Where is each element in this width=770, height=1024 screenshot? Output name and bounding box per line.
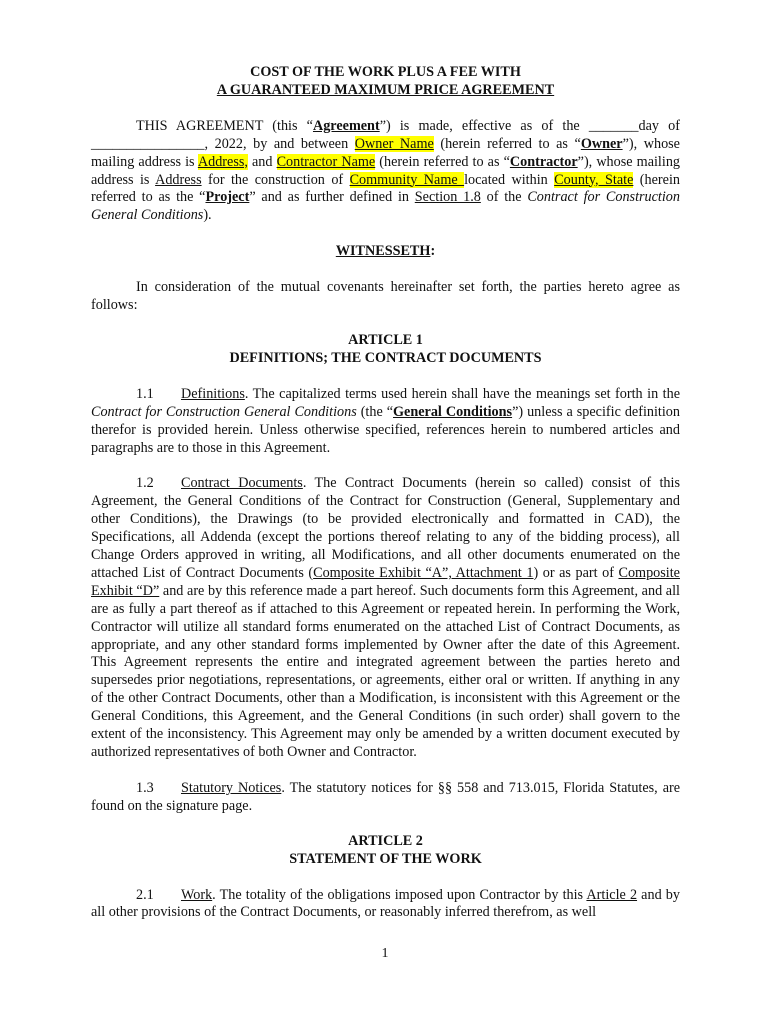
field-community-name: Community Name [349, 171, 465, 188]
field-contractor-name: Contractor Name [276, 153, 376, 170]
field-owner-address: Address, [197, 153, 248, 170]
text: (herein referred to as “ [433, 135, 581, 152]
term-general-conditions: General Conditions [393, 403, 513, 420]
text: . The capitalized terms used herein shall have the meanings set forth in the [244, 385, 680, 402]
text: and [247, 153, 277, 170]
section-number: 1.2 [136, 475, 154, 492]
text: ”), whose mailing address is [91, 153, 681, 188]
title-line-1: COST OF THE WORK PLUS A FEE WITH [250, 64, 521, 80]
text: and by all other provisions of the Contract Documents, or reasonably inferred therefrom, as well [91, 886, 680, 921]
text: ” and as further defined in [249, 189, 415, 206]
text: : [430, 243, 436, 260]
field-owner-name: Owner Name [354, 135, 434, 152]
page-number: 1 [381, 946, 389, 961]
text: (herein referred to as the “ [91, 171, 680, 206]
text: (the “ [356, 403, 394, 420]
consideration-paragraph: In consideration of the mutual covenants hereinafter set forth, the parties hereto agree as follows: [91, 279, 680, 314]
term-project: Project [205, 189, 250, 206]
text: THIS AGREEMENT (this “ [136, 117, 313, 134]
text: ”), whose mailing address is [91, 135, 680, 170]
text: . The Contract Documents (herein so called) consist of this Agreement, the General Conditions of the Contract for Construction (General, Supplementary and other Conditions), the Drawings (to be provided electronically and formatted in CAD), the Specifications, all Addenda (except the portions thereof relating to any of the bidding process), all Change Orders approved in writing, all Modifications, and all other documents enumerated on the attached List of Contract Documents ( [91, 475, 680, 581]
exhibit-a-reference: Composite Exhibit “A”, Attachment 1 [313, 564, 534, 581]
section-1-1 [91, 386, 680, 458]
article-2-number: ARTICLE 2 [348, 832, 423, 849]
text: for the construction of [201, 171, 350, 188]
section-title: Contract Documents [181, 475, 303, 492]
text: and are by this reference made a part hereof. Such documents form this Agreement, and all are as fully a part thereof as if attached to this Agreement or repeated herein. In performing the Work, Contractor will utilize all standard forms enumerated on the attached List of Contract Documents, as appropriate, and any other standard forms implemented by Owner after the date of this Agreement. This Agreement represents the entire and integrated agreement between the parties hereto and supersedes prior negotiations, representations, or agreements, either oral or written. If anything in any of the other Contract Documents, other than a Modification, is inconsistent with this Agreement or the General Conditions, this Agreement, and the General Conditions (in such order) shall govern to the extent of the inconsistency. This Agreement may only be amended by a written document executed by authorized representatives of both Owner and Contractor. [91, 582, 680, 760]
text: . The totality of the obligations imposed upon Contractor by this [212, 886, 587, 903]
title-line-2: A GUARANTEED MAXIMUM PRICE AGREEMENT [216, 81, 555, 98]
section-title: Definitions [181, 385, 245, 402]
document-page [91, 64, 680, 922]
term-owner: Owner [580, 135, 623, 152]
text: of the [480, 189, 528, 206]
ccgc-title: Contract for Construction General Conditions [91, 189, 680, 224]
witnesseth-label: WITNESSETH [335, 243, 431, 260]
text: ”) unless a specific definition therefor is provided herein. Unless otherwise specified, references herein to numbered articles and paragraphs are to those in this Agreement. [91, 403, 680, 456]
section-title: Work [181, 886, 213, 903]
section-number: 1.1 [136, 385, 154, 402]
term-contractor: Contractor [509, 153, 578, 170]
section-reference: Section 1.8 [414, 189, 481, 206]
text: located within [464, 171, 555, 188]
term-agreement: Agreement [312, 117, 380, 134]
section-2-1 [91, 887, 680, 923]
section-title: Statutory Notices [181, 779, 282, 796]
intro-paragraph [91, 118, 680, 225]
article-reference: Article 2 [586, 886, 638, 903]
section-number: 2.1 [136, 886, 154, 903]
text: (herein referred to as “ [375, 153, 510, 170]
ccgc-title: Contract for Construction General Conditions [91, 403, 357, 420]
article-1-heading: DEFINITIONS; THE CONTRACT DOCUMENTS [229, 349, 542, 366]
field-county-state: County, State [554, 171, 634, 188]
text: ). [203, 207, 212, 224]
article-2-heading: STATEMENT OF THE WORK [289, 850, 482, 867]
text: ”) is made, effective as of the _______day of ________________, 2022, by and between [91, 117, 680, 152]
section-1-2 [91, 475, 680, 762]
text: ) or as part of [533, 564, 619, 581]
section-1-3 [91, 780, 680, 816]
witnesseth-heading [91, 243, 680, 261]
exhibit-d-reference: Composite Exhibit “D” [91, 564, 680, 599]
article-1-number: ARTICLE 1 [348, 331, 423, 348]
section-number: 1.3 [136, 779, 154, 796]
text: . The statutory notices for §§ 558 and 713.015, Florida Statutes, are found on the signature page. [91, 779, 681, 814]
field-contractor-address: Address [155, 171, 202, 188]
